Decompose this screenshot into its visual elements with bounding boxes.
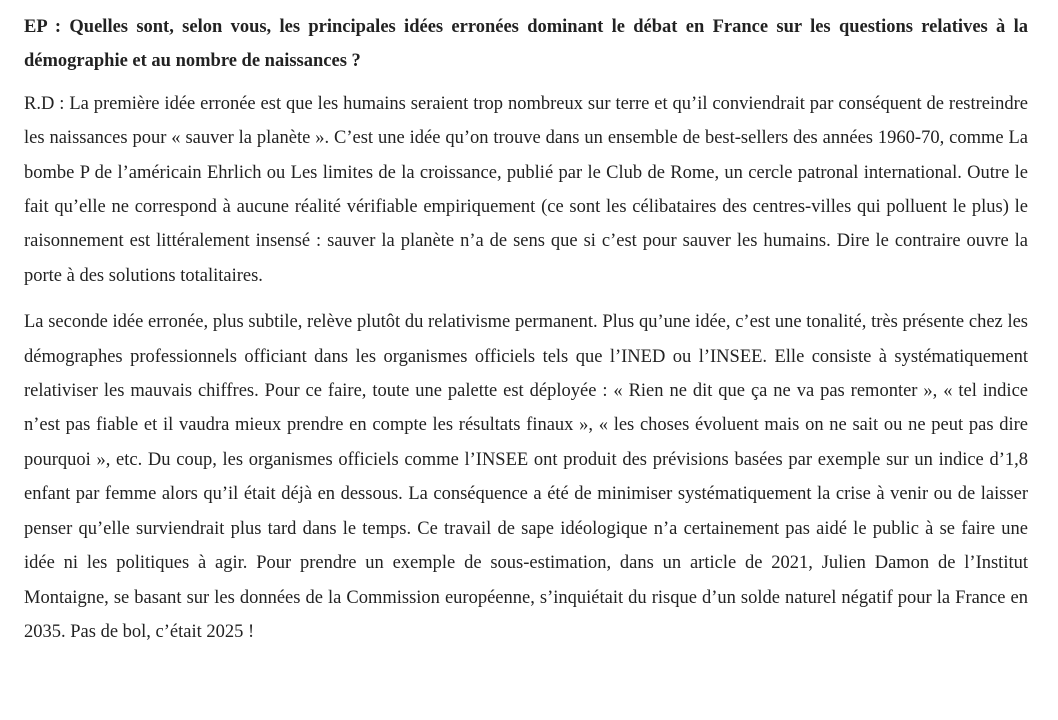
interview-question: EP : Quelles sont, selon vous, les principales idées erronées dominant le débat en France sur les questions relatives à la démographie et au nombre de naissances ? <box>24 17 1028 72</box>
answer-paragraph-1: R.D : La première idée erronée est que les humains seraient trop nombreux sur terre et qu’il conviendrait par conséquent de restreindre les naissances pour « sauver la planète ». C’est une idée qu’on trouve dans un ensemble de best-sellers des années 1960-70, comme La bombe P de l’américain Ehrlich ou Les limites de la croissance, publié par le Club de Rome, un cercle patronal international. Outre le fait qu’elle ne correspond à aucune réalité vérifiable empiriquement (ce sont les célibataires des centres-villes qui polluent le plus) le raisonnement est littéralement insensé : sauver la planète n’a de sens que si c’est pour sauver les humains. Dire le contraire ouvre la porte à des solutions totalitaires. <box>24 93 1028 286</box>
article-body <box>24 10 1028 649</box>
answer-paragraph-2: La seconde idée erronée, plus subtile, relève plutôt du relativisme permanent. Plus qu’une idée, c’est une tonalité, très présente chez les démographes professionnels officiant dans les organismes officiels tels que l’INED ou l’INSEE. Elle consiste à systématiquement relativiser les mauvais chiffres. Pour ce faire, toute une palette est déployée : « Rien ne dit que ça ne va pas remonter », « tel indice n’est pas fiable et il vaudra mieux prendre en compte les résultats finaux », « les choses évoluent mais on ne sait ou ne peut pas dire pourquoi », etc. Du coup, les organismes officiels comme l’INSEE ont produit des prévisions basées par exemple sur un indice d’1,8 enfant par femme alors qu’il était déjà en dessous. La conséquence a été de minimiser systématiquement la crise à venir ou de laisser penser qu’elle surviendrait plus tard dans le temps. Ce travail de sape idéologique n’a certainement pas aidé le public à se faire une idée ni les politiques à agir. Pour prendre un exemple de sous-estimation, dans un article de 2021, Julien Damon de l’Institut Montaigne, se basant sur les données de la Commission européenne, s’inquiétait du risque d’un solde naturel négatif pour la France en 2035. Pas de bol, c’était 2025 ! <box>24 312 1028 642</box>
